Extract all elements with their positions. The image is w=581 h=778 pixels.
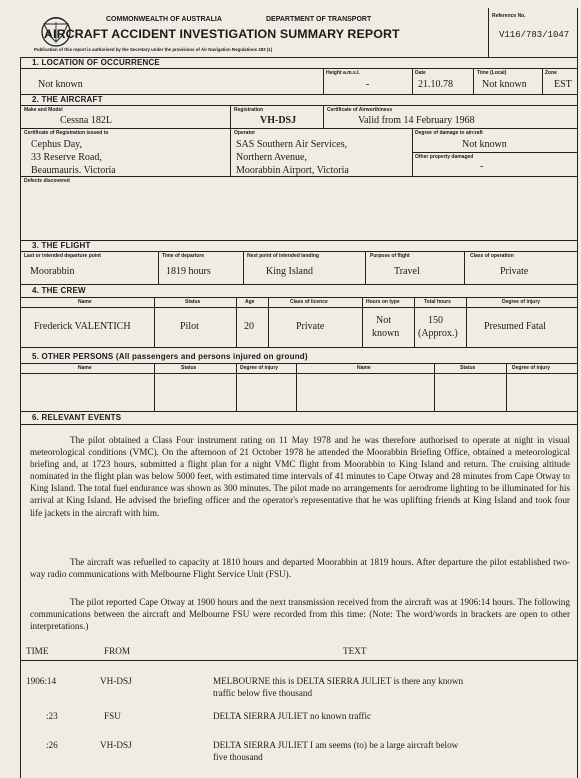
time-value: Not known	[482, 79, 527, 90]
operator-line-1: SAS Southern Air Services,	[236, 139, 348, 150]
divider	[230, 128, 231, 176]
crew-hours-line-2: known	[372, 328, 400, 339]
crew-col-licence: Class of licence	[290, 299, 328, 305]
divider	[20, 411, 578, 412]
divider	[20, 105, 578, 106]
log-col-from: FROM	[104, 646, 131, 656]
purpose-value: Travel	[394, 266, 420, 277]
section-5-heading: 5. OTHER PERSONS (All passengers and persons injured on ground)	[32, 352, 308, 361]
ref-value: V116/783/1047	[499, 30, 570, 40]
height-label: Height a.m.s.l.	[326, 70, 360, 76]
crew-total-line-1: 150	[428, 315, 443, 326]
log-col-time: TIME	[26, 646, 49, 656]
reg-label: Registration	[234, 107, 264, 113]
defects-label: Defects discovered	[24, 178, 70, 184]
log-row-text: MELBOURNE this is DELTA SIERRA JULIET is there any known	[213, 676, 464, 686]
divider	[20, 68, 578, 69]
divider	[158, 251, 159, 284]
log-row-text-cont: five thousand	[213, 752, 263, 762]
log-row-from: FSU	[104, 711, 121, 721]
page-title: AIRCRAFT ACCIDENT INVESTIGATION SUMMARY REPORT	[44, 27, 400, 41]
log-row-from: VH-DSJ	[100, 676, 132, 686]
divider	[506, 363, 507, 411]
others-col-name-2: Name	[357, 365, 371, 371]
class-operation-label: Class of operation	[470, 253, 514, 259]
operator-line-3: Moorabbin Airport, Victoria	[236, 165, 349, 176]
divider	[434, 363, 435, 411]
publication-note: Publication of this report is authorised by the Secretary under the provisions of Air Navigation Regulations 283 (1)	[34, 47, 273, 52]
owner-line-1: Cephus Day,	[31, 139, 83, 150]
divider	[20, 660, 578, 661]
divider	[365, 251, 366, 284]
owner-line-2: 33 Reserve Road,	[31, 152, 102, 163]
crew-col-hours: Hours on type	[366, 299, 400, 305]
class-operation-value: Private	[500, 266, 529, 277]
events-paragraph-3: The pilot reported Cape Otway at 1900 hours and the next transmission received from the aircraft was at 1906:14 hours. The following communications between the aircraft and Melbourne FSU were recorded from this time: (Note: The word/words in brackets are open to other interpretations.)	[30, 597, 570, 632]
next-landing-value: King Island	[266, 266, 313, 277]
divider	[20, 284, 578, 285]
crew-injury: Presumed Fatal	[484, 321, 546, 332]
divider	[20, 424, 578, 425]
airworthiness-label: Certificate of Airworthiness	[327, 107, 393, 113]
section-4-heading: 4. THE CREW	[32, 286, 86, 295]
divider	[464, 251, 465, 284]
events-paragraph-2: The aircraft was refuelled to capacity at 1810 hours and departed Moorabbin at 1819 hours. After departure the pilot established two-way radio communications with Melbourne Flight Service Unit (FSU).	[30, 557, 570, 580]
divider	[20, 176, 578, 177]
date-value: 21.10.78	[418, 79, 453, 90]
crew-col-status: Status	[185, 299, 201, 305]
others-col-injury-2: Degree of injury	[512, 365, 551, 371]
log-row-from: VH-DSJ	[100, 740, 132, 750]
divider	[236, 363, 237, 411]
zone-label: Zone	[545, 70, 557, 76]
divider	[466, 297, 467, 347]
departure-value: Moorabbin	[30, 266, 75, 277]
divider	[414, 297, 415, 347]
purpose-label: Purpose of flight	[370, 253, 410, 259]
divider	[20, 128, 578, 129]
divider	[236, 297, 237, 347]
crew-age: 20	[244, 321, 254, 332]
divider	[296, 363, 297, 411]
ref-label: Reference No.	[492, 13, 526, 19]
divider	[412, 152, 578, 153]
crew-licence: Private	[296, 321, 325, 332]
height-value: -	[366, 79, 370, 90]
location-value: Not known	[38, 79, 83, 90]
divider	[20, 251, 578, 252]
divider	[20, 94, 578, 95]
divider	[473, 68, 474, 94]
divider	[20, 307, 578, 308]
others-col-injury-1: Degree of injury	[240, 365, 279, 371]
crew-status: Pilot	[180, 321, 199, 332]
divider	[268, 297, 269, 347]
header-dept: DEPARTMENT OF TRANSPORT	[266, 16, 372, 23]
crew-col-age: Age	[245, 299, 255, 305]
time-departure-label: Time of departure	[162, 253, 205, 259]
log-row-text: DELTA SIERRA JULIET I am seems (to) be a large aircraft below	[213, 740, 459, 750]
crew-hours-line-1: Not	[376, 315, 391, 326]
divider	[488, 8, 489, 57]
log-col-text: TEXT	[343, 646, 367, 656]
zone-value: EST	[554, 79, 572, 90]
log-row-time: 1906:14	[26, 676, 57, 686]
others-col-name-1: Name	[78, 365, 92, 371]
divider	[542, 68, 543, 94]
time-departure-value: 1819 hours	[166, 266, 211, 277]
date-label: Date	[415, 70, 426, 76]
divider	[577, 8, 578, 778]
divider	[323, 105, 324, 128]
log-row-time: :23	[46, 711, 58, 721]
others-col-status-2: Status	[460, 365, 476, 371]
crew-col-name: Name	[78, 299, 92, 305]
header-org: COMMONWEALTH OF AUSTRALIA	[106, 16, 222, 23]
make-value: Cessna 182L	[60, 115, 112, 126]
damage-value: Not known	[462, 139, 507, 150]
divider	[20, 347, 578, 348]
divider	[243, 251, 244, 284]
section-6-heading: 6. RELEVANT EVENTS	[32, 413, 122, 422]
log-row-text: DELTA SIERRA JULIET no known traffic	[213, 711, 372, 721]
divider	[20, 240, 578, 241]
other-damage-value: -	[480, 161, 484, 172]
divider	[154, 363, 155, 411]
make-label: Make and Model	[24, 107, 63, 113]
divider	[412, 68, 413, 94]
divider	[362, 297, 363, 347]
section-2-heading: 2. THE AIRCRAFT	[32, 95, 103, 104]
crew-col-total: Total hours	[424, 299, 451, 305]
divider	[230, 105, 231, 128]
crew-total-line-2: (Approx.)	[418, 328, 458, 339]
crew-name: Frederick VALENTICH	[34, 321, 131, 332]
divider	[20, 297, 578, 298]
section-1-heading: 1. LOCATION OF OCCURRENCE	[32, 58, 160, 67]
time-label: Time (Local)	[477, 70, 507, 76]
operator-label: Operator	[234, 130, 256, 136]
divider	[20, 57, 21, 778]
divider	[20, 373, 578, 374]
operator-line-2: Northern Avenue,	[236, 152, 307, 163]
damage-label: Degree of damage to aircraft	[415, 130, 483, 136]
divider	[154, 297, 155, 347]
owner-line-3: Beaumauris. Victoria	[31, 165, 116, 176]
divider	[20, 363, 578, 364]
crew-col-injury: Degree of injury	[502, 299, 541, 305]
events-paragraph-1: The pilot obtained a Class Four instrument rating on 11 May 1978 and he was therefore authorised to operate at night in visual meteorological conditions (VMC). On the afternoon of 21 October 1978 he attended the Moorabbin Briefing Office, obtained a meteorological briefing and, at 1723 hours, submitted a flight plan for a night VMC flight from Moorabbin to King Island and return. The cruising altitude nominated in the flight plan was below 5000 feet, with estimated time intervals of 41 minutes to Cape Otway and 28 minutes from Cape Otway to King Island. The total fuel endurance was shown as 300 minutes. The pilot made no arrangements for aerodrome lighting to be illuminated for his arrival at King Island. He advised the briefing officer and the operator's representative that he was uplifting friends at King Island and took four life jackets in the aircraft with him.	[30, 435, 570, 518]
others-col-status-1: Status	[181, 365, 197, 371]
cert-reg-label: Certificate of Registration issued to	[24, 130, 109, 136]
log-row-text-cont: traffic below five thousand	[213, 688, 313, 698]
divider	[323, 68, 324, 94]
reg-value: VH-DSJ	[260, 115, 297, 126]
section-3-heading: 3. THE FLIGHT	[32, 241, 91, 250]
departure-label: Last or intended departure point	[24, 253, 101, 259]
other-damage-label: Other property damaged	[415, 154, 474, 160]
next-landing-label: Next point of intended landing	[247, 253, 319, 259]
airworthiness-value: Valid from 14 February 1968	[358, 115, 475, 126]
log-row-time: :26	[46, 740, 58, 750]
